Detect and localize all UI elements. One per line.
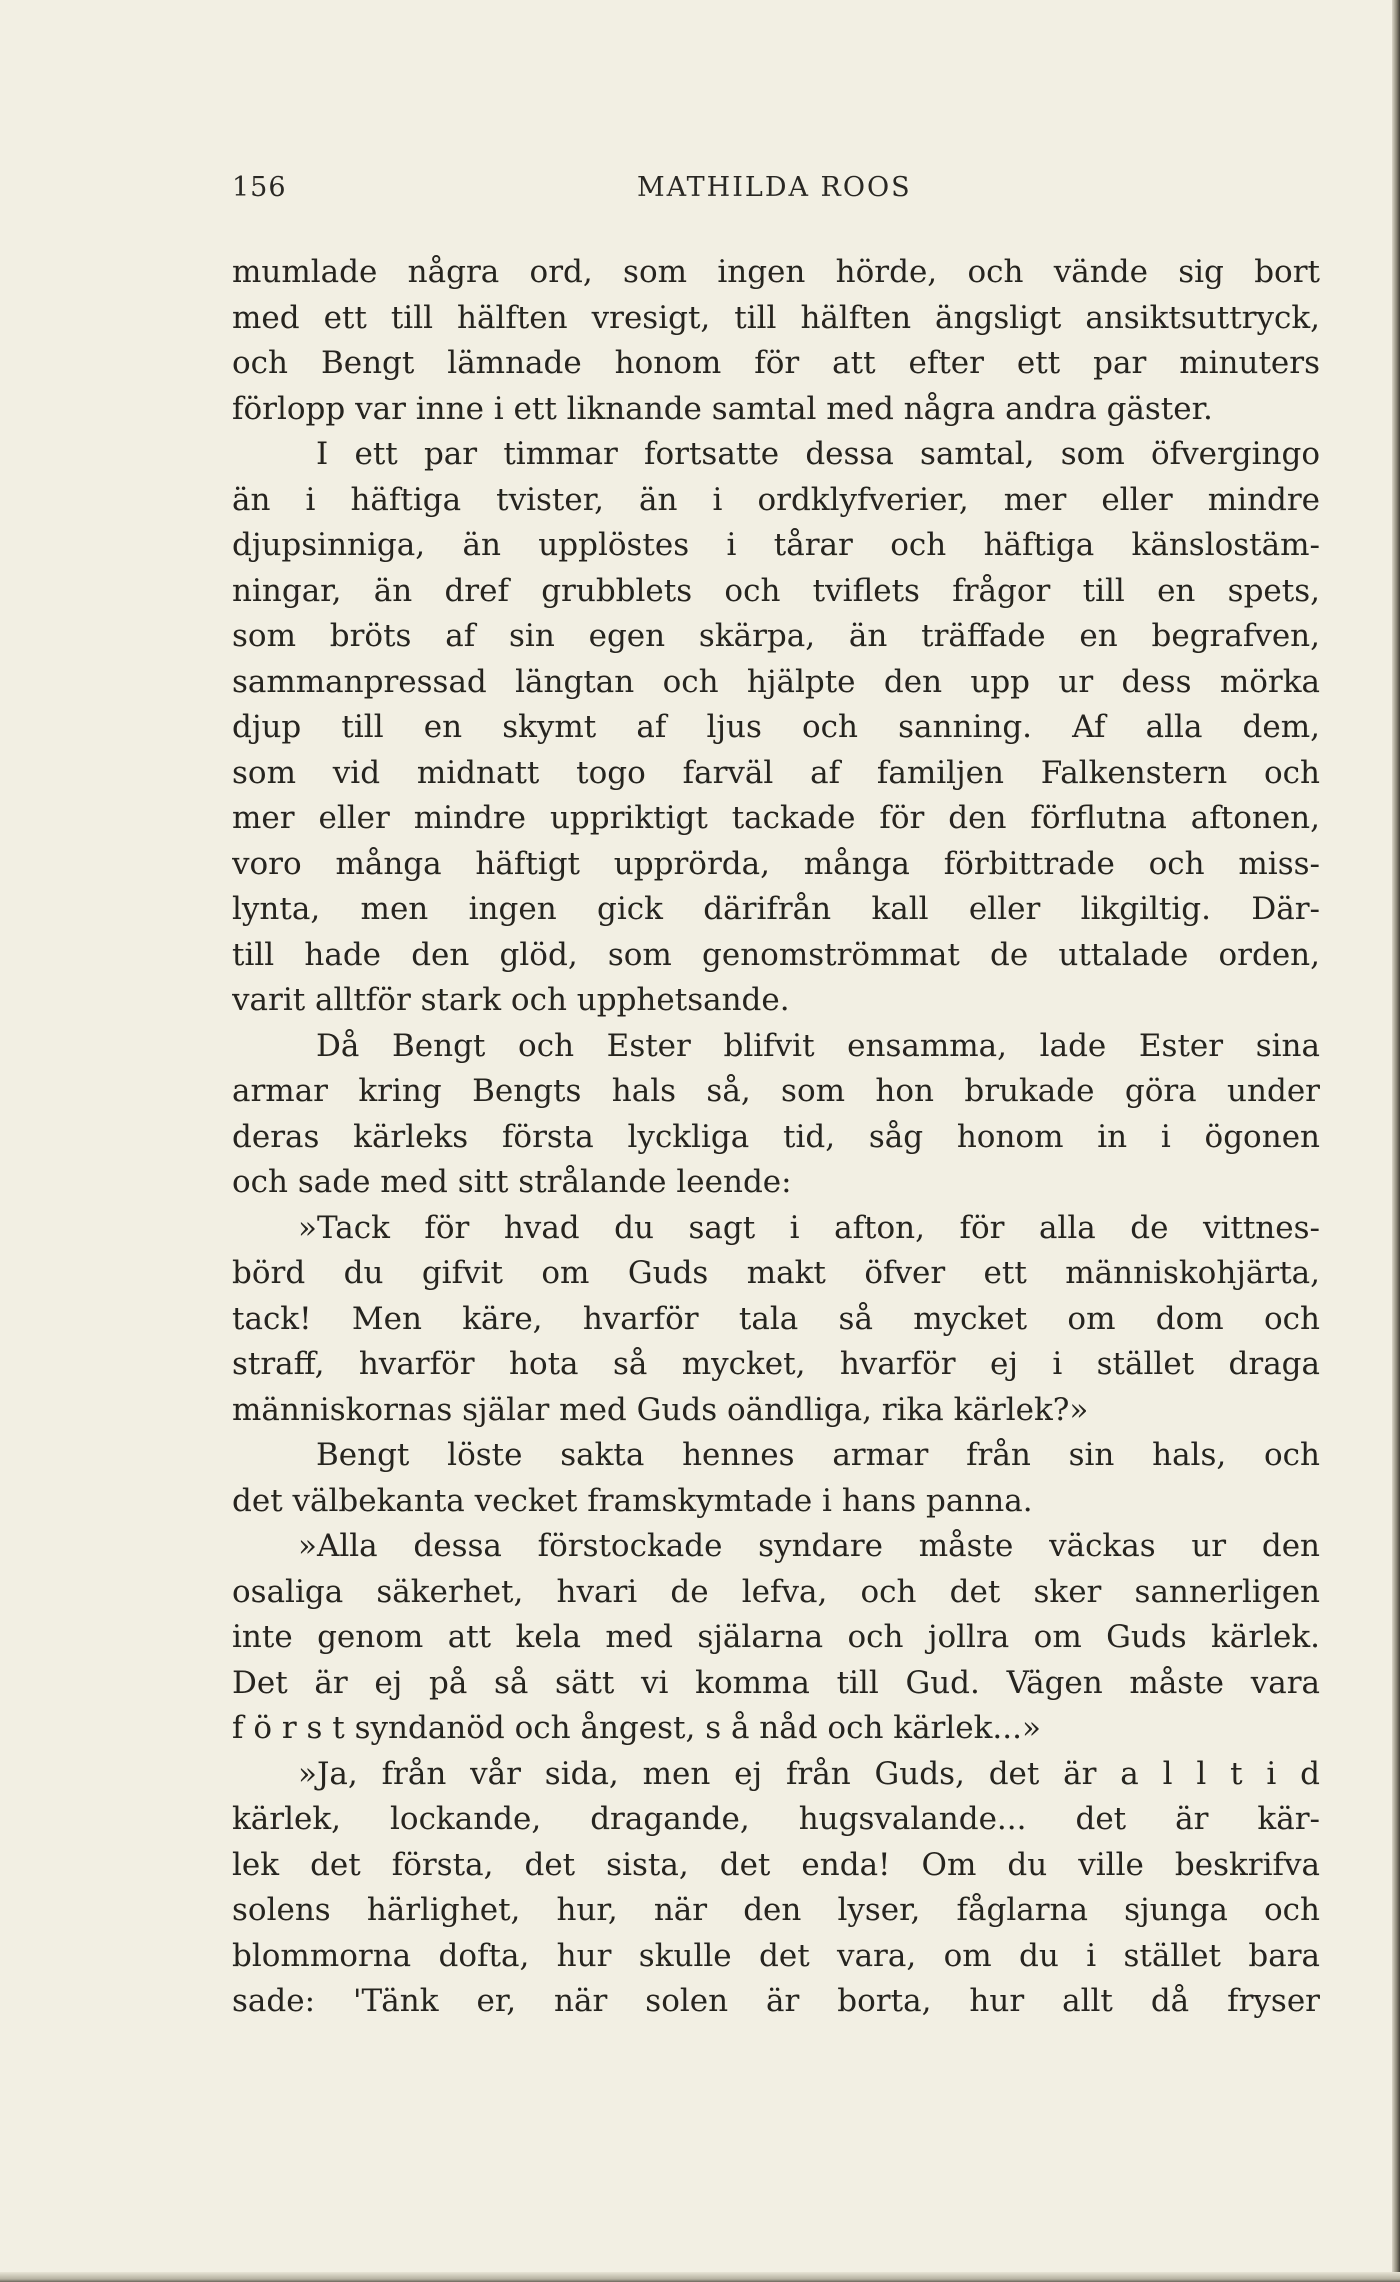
page-edge-shadow-right bbox=[1392, 0, 1400, 2282]
text-line: kärlek, lockande, dragande, hugsvalande... det är kär- bbox=[232, 1801, 1320, 1837]
text-line: osaliga säkerhet, hvari de lefva, och det sker sannerligen bbox=[232, 1573, 1320, 1610]
text-line: Då Bengt och Ester blifvit ensamma, lade Ester sina bbox=[316, 1027, 1320, 1064]
text-line: »Tack för hvad du sagt i afton, för alla de vittnes- bbox=[298, 1209, 1320, 1246]
text-line: som bröts af sin egen skärpa, än träffade en begrafven, bbox=[232, 618, 1320, 654]
text-line: sade: 'Tänk er, när solen är borta, hur allt då fryser bbox=[232, 1983, 1320, 2019]
text-line: voro många häftigt upprörda, många förbittrade och miss- bbox=[232, 845, 1320, 882]
text-line: människornas själar med Guds oändliga, rika kärlek?» bbox=[232, 1391, 1089, 1428]
running-head bbox=[232, 172, 1322, 216]
text-line: och sade med sitt strålande leende: bbox=[232, 1164, 792, 1200]
text-line: f ö r s t syndanöd och ångest, s å nåd och kärlek...» bbox=[232, 1710, 1041, 1746]
text-line: varit alltför stark och upphetsande. bbox=[232, 982, 790, 1018]
text-line: lek det första, det sista, det enda! Om du ville beskrifva bbox=[232, 1846, 1320, 1883]
text-line: sammanpressad längtan och hjälpte den upp ur dess mörka bbox=[232, 663, 1320, 700]
text-line: »Ja, från vår sida, men ej från Guds, det är a l l t i d bbox=[298, 1755, 1320, 1792]
text-line: blommorna dofta, hur skulle det vara, om du i stället bara bbox=[232, 1937, 1320, 1974]
text-line: börd du gifvit om Guds makt öfver ett människohjärta, bbox=[232, 1255, 1320, 1291]
text-line: djup till en skymt af ljus och sanning. Af alla dem, bbox=[232, 709, 1320, 745]
text-line: till hade den glöd, som genomströmmat de uttalade orden, bbox=[232, 936, 1320, 973]
text-line: armar kring Bengts hals så, som hon brukade göra under bbox=[232, 1073, 1320, 1109]
text-line: »Alla dessa förstockade syndare måste väckas ur den bbox=[298, 1528, 1320, 1564]
text-line: än i häftiga tvister, än i ordklyfverier, mer eller mindre bbox=[232, 481, 1320, 518]
text-line: lynta, men ingen gick därifrån kall eller likgiltig. Där- bbox=[232, 891, 1320, 927]
running-title: MATHILDA ROOS bbox=[637, 172, 912, 203]
text-line: mumlade några ord, som ingen hörde, och vände sig bort bbox=[232, 254, 1320, 290]
text-line: djupsinniga, än upplöstes i tårar och häftiga känslostäm- bbox=[232, 527, 1320, 563]
text-line: Bengt löste sakta hennes armar från sin hals, och bbox=[316, 1437, 1320, 1473]
text-line: som vid midnatt togo farväl af familjen Falkenstern och bbox=[232, 754, 1320, 791]
text-line: med ett till hälften vresigt, till hälften ängsligt ansiktsuttryck, bbox=[232, 299, 1320, 336]
text-line: deras kärleks första lyckliga tid, såg honom in i ögonen bbox=[232, 1118, 1320, 1155]
body-text bbox=[232, 250, 1320, 2025]
text-line: Det är ej på så sätt vi komma till Gud. Vägen måste vara bbox=[232, 1664, 1320, 1701]
page-number: 156 bbox=[232, 172, 287, 203]
text-line: straff, hvarför hota så mycket, hvarför ej i stället draga bbox=[232, 1346, 1320, 1382]
text-line: ningar, än dref grubblets och tviflets frågor till en spets, bbox=[232, 572, 1320, 609]
text-line: förlopp var inne i ett liknande samtal med några andra gäster. bbox=[232, 390, 1213, 427]
text-line: det välbekanta vecket framskymtade i hans panna. bbox=[232, 1482, 1033, 1519]
text-line: tack! Men käre, hvarför tala så mycket om dom och bbox=[232, 1300, 1320, 1337]
text-line: mer eller mindre uppriktigt tackade för den förflutna aftonen, bbox=[232, 800, 1320, 836]
text-line: och Bengt lämnade honom för att efter ett par minuters bbox=[232, 345, 1320, 381]
text-line: inte genom att kela med själarna och jollra om Guds kärlek. bbox=[232, 1619, 1320, 1655]
page-edge-shadow-bottom bbox=[0, 2272, 1400, 2282]
text-line: solens härlighet, hur, när den lyser, fåglarna sjunga och bbox=[232, 1892, 1320, 1928]
text-line: I ett par timmar fortsatte dessa samtal, som öfvergingo bbox=[316, 436, 1320, 472]
